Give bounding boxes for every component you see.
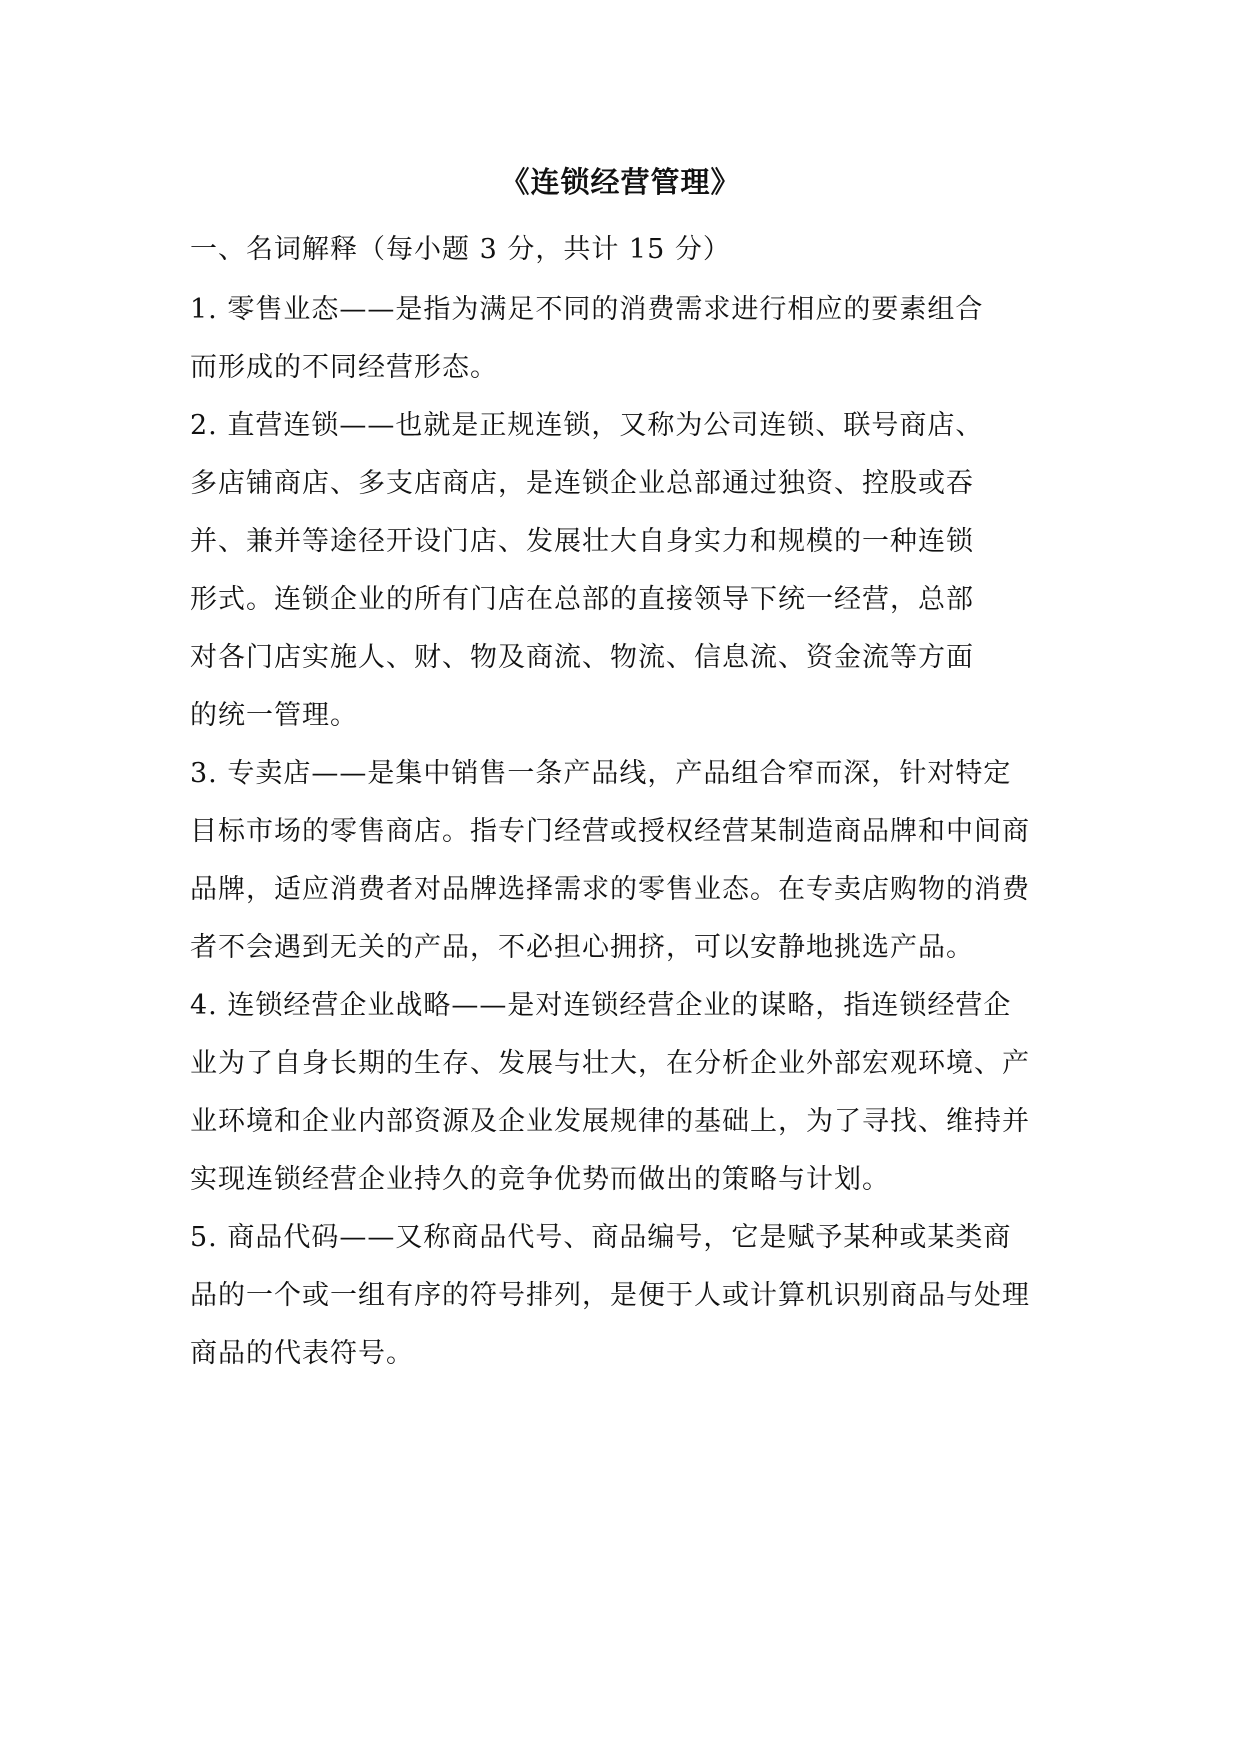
text-line: 5. 商品代码——又称商品代号、商品编号，它是赋予某种或某类商 [190, 1222, 1012, 1253]
text-line: 业环境和企业内部资源及企业发展规律的基础上，为了寻找、维持并 [190, 1106, 1030, 1137]
text-line: 目标市场的零售商店。指专门经营或授权经营某制造商品牌和中间商 [190, 816, 1030, 847]
text-line: 者不会遇到无关的产品，不必担心拥挤，可以安静地挑选产品。 [190, 932, 974, 963]
text-line: 品牌，适应消费者对品牌选择需求的零售业态。在专卖店购物的消费 [190, 874, 1030, 905]
text-line: 业为了自身长期的生存、发展与壮大，在分析企业外部宏观环境、产 [190, 1048, 1030, 1079]
text-line: 多店铺商店、多支店商店，是连锁企业总部通过独资、控股或吞 [190, 468, 974, 499]
text-line: 而形成的不同经营形态。 [190, 352, 498, 383]
text-line: 3. 专卖店——是集中销售一条产品线，产品组合窄而深，针对特定 [190, 758, 1012, 789]
text-line: 并、兼并等途径开设门店、发展壮大自身实力和规模的一种连锁 [190, 526, 974, 557]
text-line: 形式。连锁企业的所有门店在总部的直接领导下统一经营，总部 [190, 584, 974, 615]
text-line: 实现连锁经营企业持久的竞争优势而做出的策略与计划。 [190, 1164, 890, 1195]
text-line: 1. 零售业态——是指为满足不同的消费需求进行相应的要素组合 [190, 294, 984, 325]
text-line: 4. 连锁经营企业战略——是对连锁经营企业的谋略，指连锁经营企 [190, 990, 1012, 1021]
section-heading: 一、名词解释（每小题 3 分，共计 15 分） [190, 234, 731, 265]
text-line: 2. 直营连锁——也就是正规连锁，又称为公司连锁、联号商店、 [190, 410, 984, 441]
text-line: 对各门店实施人、财、物及商流、物流、信息流、资金流等方面 [190, 642, 974, 673]
text-line: 品的一个或一组有序的符号排列，是便于人或计算机识别商品与处理 [190, 1280, 1030, 1311]
text-line: 的统一管理。 [190, 700, 358, 731]
document-title: 《连锁经营管理》 [500, 165, 741, 199]
text-line: 商品的代表符号。 [190, 1338, 414, 1369]
